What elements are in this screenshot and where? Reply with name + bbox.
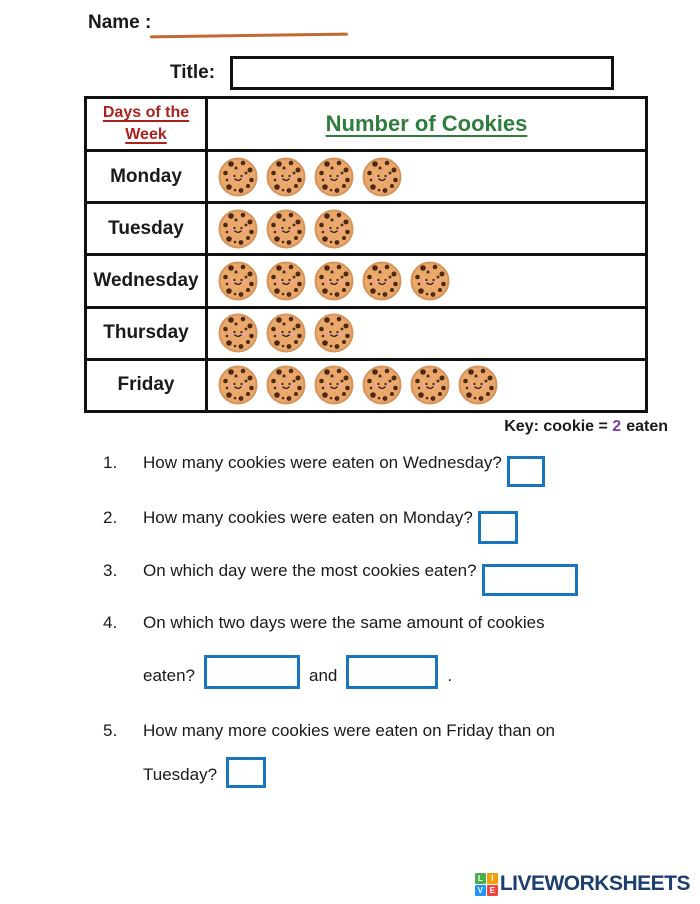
answer-box-q1[interactable] <box>507 456 545 487</box>
question-number: 2. <box>103 508 118 527</box>
cookie-icon <box>362 157 402 197</box>
logo-tile-l: L <box>475 873 486 884</box>
question-text: . <box>447 666 453 685</box>
question-text: How many cookies were eaten on Wednesday? <box>143 453 502 472</box>
liveworksheets-brand: LIVEWORKSHEETS <box>499 872 690 895</box>
cookie-icon <box>314 313 354 353</box>
day-cell <box>87 361 208 410</box>
table-row-tuesday <box>87 204 645 256</box>
question-2 <box>103 505 518 544</box>
cookie-icon <box>218 261 258 301</box>
question-number: 1. <box>103 453 118 472</box>
question-text: Tuesday? <box>143 765 218 784</box>
cookie-icon <box>266 209 306 249</box>
pictograph-key <box>504 418 668 436</box>
logo-tile-i: I <box>487 873 498 884</box>
question-text: and <box>309 666 338 685</box>
cookie-icon <box>314 157 354 197</box>
question-number: 4. <box>103 613 118 632</box>
days-header-label: Days of the Week <box>102 104 190 143</box>
liveworksheets-footer <box>475 872 690 896</box>
cookie-icon <box>218 313 258 353</box>
cookie-icon <box>410 365 450 405</box>
day-label: Wednesday <box>93 270 199 291</box>
cookie-icon <box>266 313 306 353</box>
logo-tile-e: E <box>487 885 498 896</box>
cookie-icon <box>218 157 258 197</box>
table-header-row <box>87 99 645 152</box>
cookie-icon <box>458 365 498 405</box>
cookie-icon <box>410 261 450 301</box>
day-label: Monday <box>110 165 182 187</box>
days-header-cell <box>87 99 208 149</box>
key-value: 2 <box>612 418 622 435</box>
table-row-friday <box>87 361 645 410</box>
cookie-icon <box>218 365 258 405</box>
cookies-header-cell <box>208 99 645 149</box>
key-prefix: Key: cookie = <box>504 418 613 435</box>
question-number: 5. <box>103 721 118 740</box>
answer-box-q2[interactable] <box>478 511 518 544</box>
question-text: How many cookies were eaten on Monday? <box>143 508 473 527</box>
answer-box-q3[interactable] <box>482 564 578 596</box>
day-cell <box>87 256 208 305</box>
day-cell <box>87 204 208 253</box>
title-input-box[interactable] <box>230 56 614 90</box>
cookie-icon <box>362 261 402 301</box>
cookie-icon <box>266 261 306 301</box>
liveworksheets-logo-icon <box>475 873 498 896</box>
day-label: Thursday <box>103 322 189 344</box>
key-suffix: eaten <box>626 418 668 435</box>
cookie-icon <box>314 209 354 249</box>
question-text: How many more cookies were eaten on Friday than on <box>143 721 555 740</box>
logo-tile-v: V <box>475 885 486 896</box>
question-number: 3. <box>103 561 118 580</box>
cookies-cell <box>208 152 645 201</box>
question-text: On which two days were the same amount of cookies <box>143 613 545 632</box>
name-underline[interactable] <box>150 33 348 39</box>
question-5-line2 <box>143 757 275 788</box>
pictograph-table <box>84 96 648 413</box>
cookies-cell <box>208 256 645 305</box>
cookie-icon <box>314 365 354 405</box>
name-label: Name : <box>88 12 152 33</box>
cookie-icon <box>266 157 306 197</box>
day-label: Tuesday <box>108 217 184 239</box>
cookie-icon <box>314 261 354 301</box>
cookies-header-label: Number of Cookies <box>325 111 528 136</box>
question-5 <box>103 718 555 743</box>
answer-box-q4[interactable] <box>346 655 438 689</box>
answer-box-q5[interactable] <box>226 757 266 788</box>
cookie-icon <box>266 365 306 405</box>
cookies-cell <box>208 361 645 410</box>
day-label: Friday <box>117 374 175 396</box>
question-4-line2 <box>143 655 452 689</box>
title-label: Title: <box>170 62 216 83</box>
cookies-cell <box>208 204 645 253</box>
day-cell <box>87 309 208 358</box>
question-3 <box>103 558 578 596</box>
question-4 <box>103 610 545 635</box>
cookie-icon <box>218 209 258 249</box>
question-1 <box>103 450 545 487</box>
answer-box-q4[interactable] <box>204 655 300 689</box>
cookies-cell <box>208 309 645 358</box>
question-text: On which day were the most cookies eaten? <box>143 561 477 580</box>
table-row-monday <box>87 152 645 204</box>
question-text: eaten? <box>143 666 195 685</box>
day-cell <box>87 152 208 201</box>
table-row-thursday <box>87 309 645 361</box>
table-row-wednesday <box>87 256 645 308</box>
cookie-icon <box>362 365 402 405</box>
